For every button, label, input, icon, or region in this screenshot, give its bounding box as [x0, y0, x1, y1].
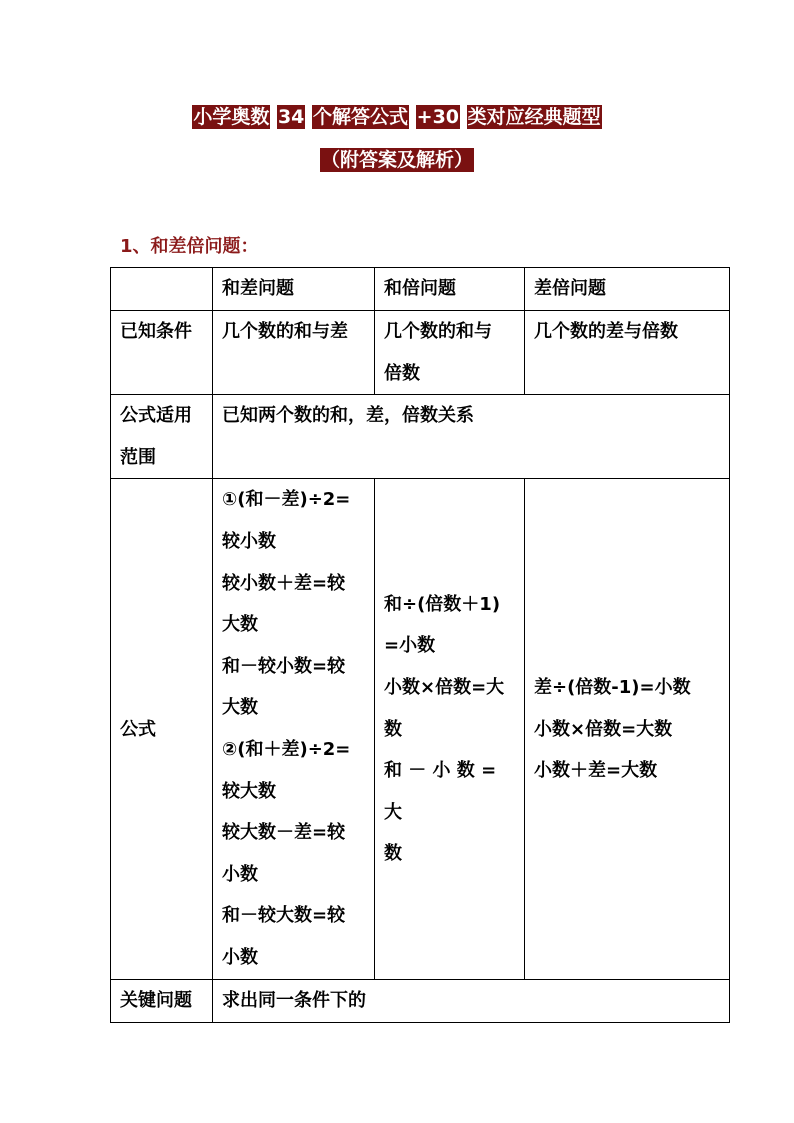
row-label: 公式 — [111, 479, 213, 980]
cell-formula-diff-mult: 差÷(倍数-1)=小数 小数×倍数=大数 小数＋差=大数 — [525, 479, 730, 980]
title-part: 个解答公式 — [313, 106, 409, 128]
row-label: 关键问题 — [111, 980, 213, 1023]
document-title-line-1 — [0, 104, 794, 130]
document-title-line-2 — [0, 147, 794, 173]
cell-known-sum-diff: 几个数的和与差 — [213, 311, 375, 395]
cell-scope-value: 已知两个数的和，差，倍数关系 — [213, 395, 730, 479]
cell-key-value: 求出同一条件下的 — [213, 980, 730, 1023]
table-row-known-conditions — [111, 311, 730, 395]
table-header-row — [111, 268, 730, 311]
cell-formula-sum-mult: 和÷(倍数＋1) =小数 小数×倍数=大 数 和 － 小 数 = 大 数 — [375, 479, 525, 980]
title-subtitle: （附答案及解析） — [320, 149, 473, 171]
cell-known-diff-mult: 几个数的差与倍数 — [525, 311, 730, 395]
header-cell-sum-mult: 和倍问题 — [375, 268, 525, 311]
title-part: 小学奥数 — [193, 106, 270, 128]
header-cell-diff-mult: 差倍问题 — [525, 268, 730, 311]
section-heading: 1、和差倍问题： — [120, 236, 259, 257]
formula-table — [110, 267, 730, 1023]
header-cell-empty — [111, 268, 213, 311]
table-row-scope — [111, 395, 730, 479]
title-part: 34 — [277, 106, 305, 128]
cell-known-sum-mult: 几个数的和与 倍数 — [375, 311, 525, 395]
title-part: 类对应经典题型 — [467, 106, 601, 128]
title-part: +30 — [416, 106, 460, 128]
table-row-formula — [111, 479, 730, 980]
header-cell-sum-diff: 和差问题 — [213, 268, 375, 311]
table-row-key-question — [111, 980, 730, 1023]
row-label: 公式适用 范围 — [111, 395, 213, 479]
cell-formula-sum-diff: ①(和－差)÷2= 较小数 较小数＋差=较 大数 和－较小数=较 大数 ②(和＋差)÷2= 较大数 较大数－差=较 小数 和－较大数=较 小数 — [213, 479, 375, 980]
row-label: 已知条件 — [111, 311, 213, 395]
